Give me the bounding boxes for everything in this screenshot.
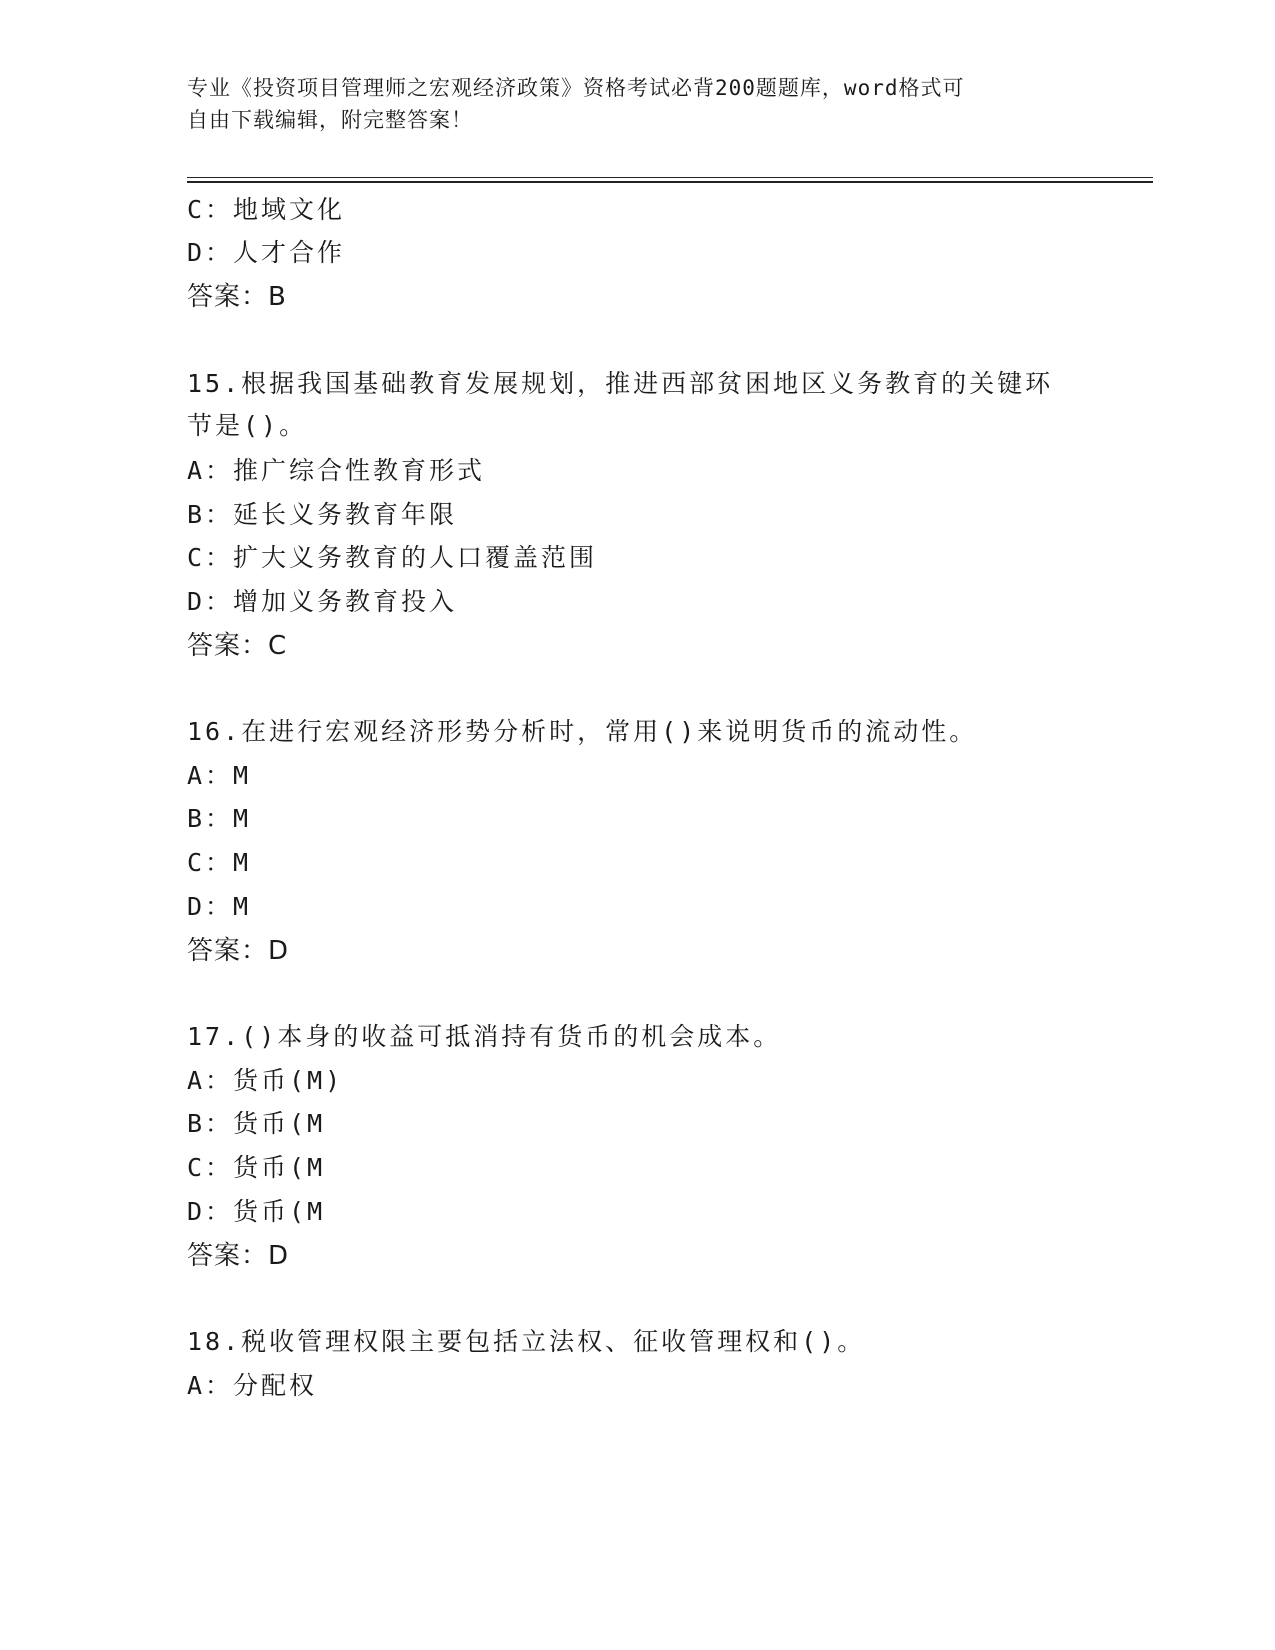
option-a: A：分配权	[187, 1371, 318, 1400]
document-header	[187, 72, 1067, 136]
answer-line: 答案：C	[187, 631, 288, 661]
option-a: A：推广综合性教育形式	[187, 456, 486, 485]
answer-line: 答案：B	[187, 282, 287, 312]
header-rule-thin	[187, 177, 1153, 178]
header-line-2: 自由下载编辑，附完整答案！	[187, 108, 473, 132]
option-b: B：货币(M	[187, 1109, 326, 1138]
option-c: C：地域文化	[187, 195, 346, 224]
option-d: D：M	[187, 892, 252, 921]
header-line-1: 专业《投资项目管理师之宏观经济政策》资格考试必背200题题库，word格式可	[187, 76, 965, 100]
option-c: C：M	[187, 848, 252, 877]
option-d: D：人才合作	[187, 238, 346, 267]
option-c: C：扩大义务教育的人口覆盖范围	[187, 543, 598, 572]
option-b: B：M	[187, 804, 252, 833]
question-15-line-1: 15.根据我国基础教育发展规划，推进西部贫困地区义务教育的关键环	[187, 369, 1054, 398]
option-d: D：货币(M	[187, 1197, 326, 1226]
option-d: D：增加义务教育投入	[187, 587, 458, 616]
answer-line: 答案：D	[187, 936, 290, 966]
question-16: 16.在进行宏观经济形势分析时，常用()来说明货币的流动性。	[187, 717, 978, 746]
question-17: 17.()本身的收益可抵消持有货币的机会成本。	[187, 1022, 782, 1051]
header-rule-thick	[187, 181, 1153, 183]
question-15-line-2: 节是()。	[187, 411, 308, 440]
question-18: 18.税收管理权限主要包括立法权、征收管理权和()。	[187, 1327, 866, 1356]
option-a: A：M	[187, 761, 252, 790]
option-b: B：延长义务教育年限	[187, 500, 458, 529]
answer-line: 答案：D	[187, 1241, 290, 1271]
option-c: C：货币(M	[187, 1153, 326, 1182]
option-a: A：货币(M)	[187, 1066, 344, 1095]
